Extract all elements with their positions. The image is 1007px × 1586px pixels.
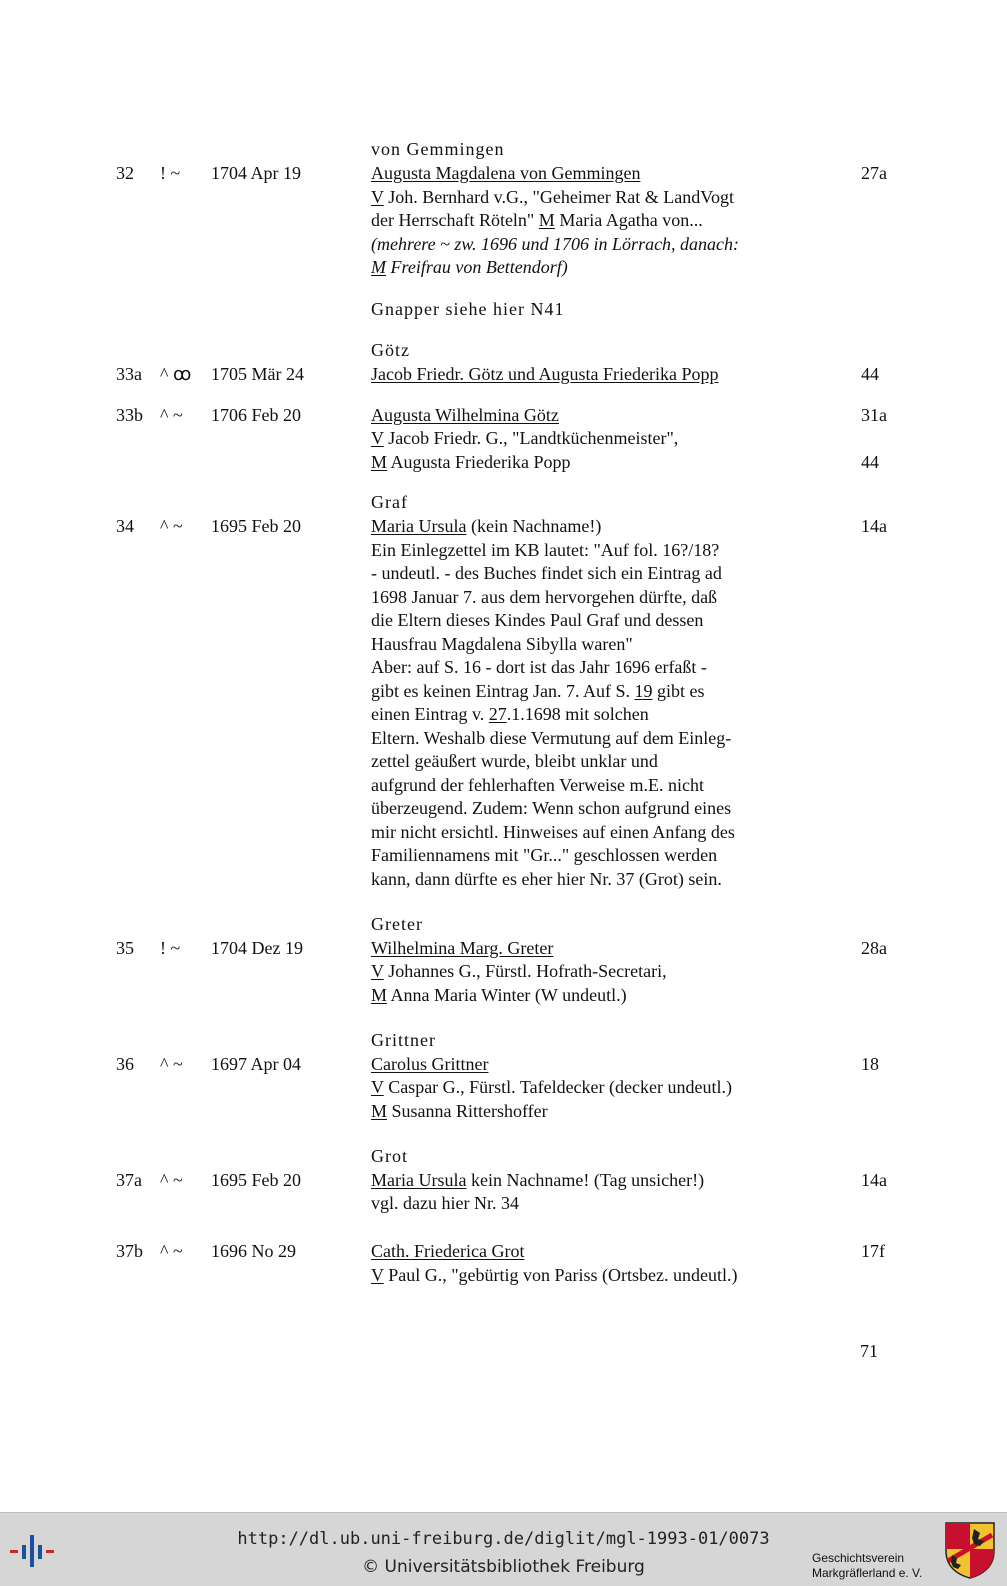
entry-number: 33b [116,405,143,425]
person-name: Augusta Magdalena von Gemmingen [371,163,641,183]
entry-date: 1705 Mär 24 [211,364,304,384]
note-line [371,256,568,279]
person-name: Maria Ursula [371,516,467,536]
entry-number: 34 [116,516,134,536]
name-suffix: kein Nachname! (Tag unsicher!) [470,1170,705,1190]
note-line: (mehrere ~ zw. 1696 und 1706 in Lörrach, danach: [371,234,740,254]
text-line: Aber: auf S. 16 - dort ist das Jahr 1696 erfaßt - [371,657,707,677]
text-part: einen Eintrag v. [371,704,485,724]
mother-text: Anna Maria Winter (W undeutl.) [390,985,627,1005]
entry-symbol: ^ ~ [160,1170,183,1190]
page-ref: 19 [634,681,653,701]
text-line: aufgrund der fehlerhaften Verweise m.E. nicht [371,775,705,795]
surname-heading: Grittner [371,1030,436,1050]
folio-ref: 44 [861,364,879,384]
father-label: V [371,1077,384,1097]
society-name [812,1551,942,1581]
cross-reference: Gnapper siehe hier N41 [371,299,565,319]
entry-symbol: ^ ~ [160,1054,183,1074]
date-ref: 27 [488,704,507,724]
father-text: Paul G., "gebürtig von Pariss (Ortsbez. undeutl.) [388,1265,738,1285]
entry-symbol: ^ ~ [160,516,183,536]
father-text: Caspar G., Fürstl. Tafeldecker (decker undeutl.) [388,1077,732,1097]
name-suffix: (kein Nachname!) [470,516,602,536]
surname-heading: Graf [371,492,408,512]
entry-symbol: ^ ~ [160,1241,183,1261]
folio-ref: 27a [861,163,887,183]
entry-number: 33a [116,364,142,384]
society-line-1: Geschichtsverein [812,1551,905,1565]
text-line: vgl. dazu hier Nr. 34 [371,1193,519,1213]
entry-number: 36 [116,1054,134,1074]
mother-label: M [371,1101,388,1121]
text-line: der Herrschaft Röteln" [371,210,535,230]
text-line: Ein Einlegzettel im KB lautet: "Auf fol. 16?/18? [371,540,720,560]
folio-ref: 28a [861,938,887,958]
digital-library-link[interactable]: http://dl.ub.uni-freiburg.de/diglit/mgl-1993-01/0073 [237,1529,770,1549]
entry-symbol: ^ ꝏ [160,364,192,384]
folio-ref: 14a [861,516,887,536]
text-part: gibt es [656,681,705,701]
entry-date: 1695 Feb 20 [211,516,301,536]
entry-date: 1695 Feb 20 [211,1170,301,1190]
surname-heading: Grot [371,1146,408,1166]
mother-label: M [538,210,555,230]
society-line-2: Markgräflerland e. V. [812,1566,923,1580]
father-line [371,186,734,209]
surname-heading: Greter [371,914,423,934]
person-name: Cath. Friederica Grot [371,1241,525,1261]
folio-ref: 18 [861,1054,879,1074]
entry-number: 37a [116,1170,142,1190]
text-part: .1.1698 mit solchen [506,704,649,724]
father-label: V [371,961,384,981]
mother-text: Susanna Rittershoffer [391,1101,548,1121]
mother-text: Augusta Friederika Popp [390,452,571,472]
father-text: Johannes G., Fürstl. Hofrath-Secretari, [388,961,667,981]
mother-label: M [371,452,388,472]
mother-line [371,451,571,474]
folio-ref: 14a [861,1170,887,1190]
folio-ref: 17f [861,1241,885,1261]
father-line [371,1076,732,1099]
mother-label: M [371,257,386,277]
text-line: Eltern. Weshalb diese Vermutung auf dem Einleg- [371,728,732,748]
text-line: die Eltern dieses Kindes Paul Graf und dessen [371,610,704,630]
entry-symbol: ^ ~ [160,405,183,425]
person-name-line [371,515,601,538]
entry-date: 1704 Dez 19 [211,938,303,958]
text-line: 1698 Januar 7. aus dem hervorgehen dürfte, daß [371,587,718,607]
entry-date: 1704 Apr 19 [211,163,301,183]
page-number: 71 [860,1341,878,1361]
entry-number: 32 [116,163,134,183]
text-line [371,703,649,726]
father-label: V [371,1265,384,1285]
father-text: Jacob Friedr. G., "Landtküchenmeister", [388,428,679,448]
person-name: Carolus Grittner [371,1054,489,1074]
text-line: - undeutl. - des Buches findet sich ein Eintrag ad [371,563,722,583]
note-text: Freifrau von Bettendorf) [390,257,568,277]
father-line [371,1264,737,1287]
father-label: V [371,428,384,448]
footer-bar [0,1512,1007,1586]
entry-symbol: ! ~ [160,938,181,958]
father-text: Joh. Bernhard v.G., "Geheimer Rat & LandVogt [388,187,734,207]
mother-label: M [371,985,388,1005]
mother-text: Maria Agatha von... [559,210,703,230]
person-name-line [371,1169,704,1192]
entry-date: 1697 Apr 04 [211,1054,301,1074]
text-line: mir nicht ersichtl. Hinweises auf einen Anfang des [371,822,735,842]
person-name: Wilhelmina Marg. Greter [371,938,554,958]
entry-date: 1706 Feb 20 [211,405,301,425]
father-line [371,427,678,450]
mother-line [371,209,703,232]
entry-symbol: ! ~ [160,163,181,183]
text-line: Familiennamens mit "Gr..." geschlossen werden [371,845,718,865]
text-part: gibt es keinen Eintrag Jan. 7. Auf S. [371,681,630,701]
person-name: Augusta Wilhelmina Götz [371,405,559,425]
coat-of-arms-icon [944,1521,996,1579]
mother-line [371,1100,548,1123]
father-label: V [371,187,384,207]
father-line [371,960,667,983]
person-name: Maria Ursula [371,1170,467,1190]
copyright-notice: © Universitätsbibliothek Freiburg [362,1557,645,1577]
text-line: zettel geäußert wurde, bleibt unklar und [371,751,658,771]
entry-date: 1696 No 29 [211,1241,296,1261]
entry-number: 37b [116,1241,143,1261]
surname-heading: von Gemmingen [371,139,505,159]
text-line: überzeugend. Zudem: Wenn schon aufgrund eines [371,798,732,818]
folio-ref: 31a [861,405,887,425]
text-line: kann, dann dürfte es eher hier Nr. 37 (Grot) sein. [371,869,722,889]
text-line: Hausfrau Magdalena Sibylla waren" [371,634,633,654]
mother-line [371,984,627,1007]
text-line [371,680,704,703]
folio-ref: 44 [861,452,879,472]
surname-heading: Götz [371,340,410,360]
person-name: Jacob Friedr. Götz und Augusta Friederika Popp [371,364,719,384]
entry-number: 35 [116,938,134,958]
